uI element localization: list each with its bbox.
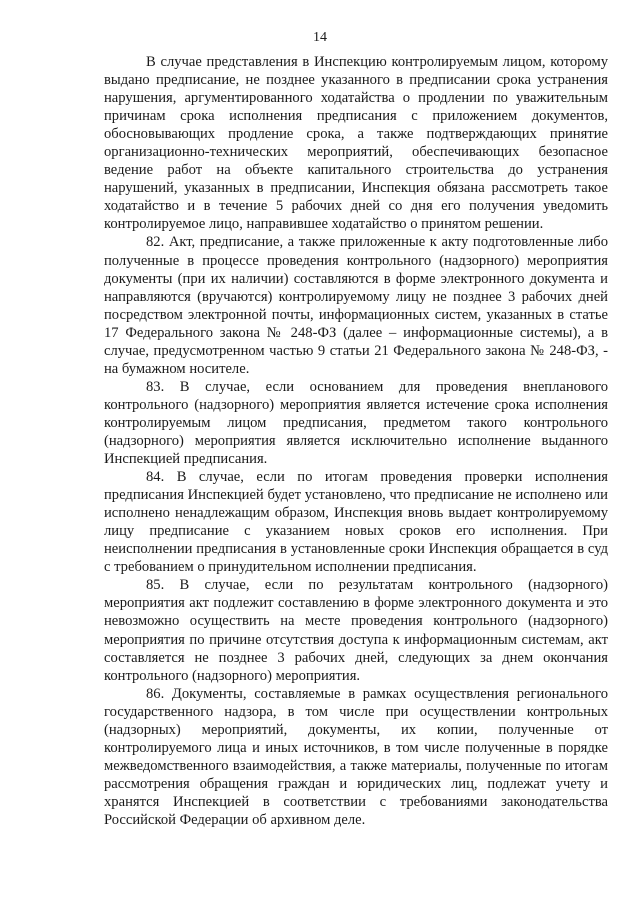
- page-number: 14: [313, 30, 327, 45]
- paragraph-83: 83. В случае, если основанием для проведения внепланового контрольного (надзорного) мероприятия является истечение срока исполнения контролируемым лицом предписания, предметом такого контрольного (надзорного) мероприятия является исключительно исполнение выданного Инспекцией предписания.: [104, 378, 608, 468]
- paragraph-85: 85. В случае, если по результатам контрольного (надзорного) мероприятия акт подлежит составлению в форме электронного документа и это невозможно осуществить на месте проведения контрольного (надзорного) мероприятия по причине отсутствия доступа к информационным системам, акт составляется не позднее 3 рабочих дней, следующих за днем окончания контрольного (надзорного) мероприятия.: [104, 577, 608, 684]
- paragraph-86: 86. Документы, составляемые в рамках осуществления регионального государственного надзора, в том числе при осуществлении контрольных (надзорных) мероприятий, документы, их копии, полученные от контролируемого лица и иных источников, в том числе полученные в порядке межведомственного взаимодействия, а также материалы, полученные по итогам рассмотрения обращения граждан и юридических лиц, подлежат учету и хранятся Инспекцией в соответствии с требованиями законодательства Российской Федерации об архивном деле.: [104, 685, 608, 828]
- paragraph-84: 84. В случае, если по итогам проведения проверки исполнения предписания Инспекцией будет установлено, что предписание не исполнено или исполнено ненадлежащим образом, Инспекция вновь выдает контролируемому лицу предписание с указанием новых сроков его исполнения. При неисполнении предписания в установленные сроки Инспекция обращается в суд с требованием о принудительном исполнении предписания.: [104, 469, 608, 576]
- paragraph-extension-request: В случае представления в Инспекцию контролируемым лицом, которому выдано предписание, не позднее указанного в предписании срока устранения нарушения, аргументированного ходатайства о продлении по уважительным причинам срока исполнения предписания с приложением документов, обосновывающих продление срока, а также подтверждающих принятие организационно-технических мероприятий, обеспечивающих безопасное ведение работ на объекте капитального строительства до устранения нарушений, указанных в предписании, Инспекция обязана рассмотреть такое ходатайство и в течение 5 рабочих дней со дня его получения уведомить контролируемое лицо, направившее ходатайство о принятом решении.: [104, 54, 608, 233]
- document-body: [104, 53, 608, 829]
- paragraph-82: 82. Акт, предписание, а также приложенные к акту подготовленные либо полученные в процессе проведения контрольного (надзорного) мероприятия документы (при их наличии) составляются в форме электронного документа и направляются (вручаются) контролируемому лицу не позднее 3 рабочих дней посредством электронной почты, информационных систем, указанных в статье 17 Федерального закона № 248-ФЗ (далее – информационные системы), а в случае, предусмотренном частью 9 статьи 21 Федерального закона № 248-ФЗ, - на бумажном носителе.: [104, 234, 608, 377]
